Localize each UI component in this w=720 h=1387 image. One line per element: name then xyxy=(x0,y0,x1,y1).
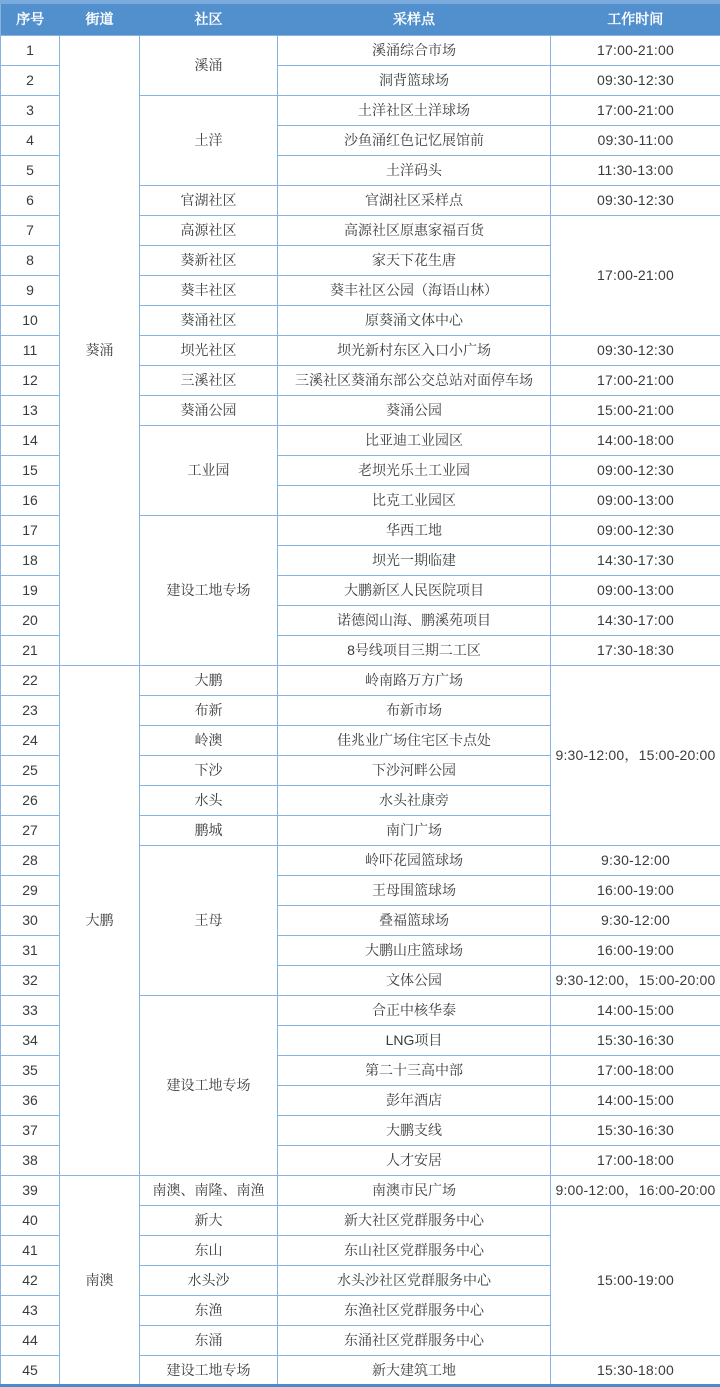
row-number-cell: 12 xyxy=(1,365,60,395)
site-cell: 新大建筑工地 xyxy=(278,1355,551,1385)
site-cell: 东渔社区党群服务中心 xyxy=(278,1295,551,1325)
community-cell: 水头沙 xyxy=(140,1265,278,1295)
row-number-cell: 21 xyxy=(1,635,60,665)
row-number-cell: 9 xyxy=(1,275,60,305)
site-cell: 南澳市民广场 xyxy=(278,1175,551,1205)
row-number-cell: 4 xyxy=(1,125,60,155)
row-number-cell: 35 xyxy=(1,1055,60,1085)
site-cell: 岭南路万方广场 xyxy=(278,665,551,695)
row-number-cell: 29 xyxy=(1,875,60,905)
row-number-cell: 31 xyxy=(1,935,60,965)
community-cell: 葵丰社区 xyxy=(140,275,278,305)
row-number-cell: 1 xyxy=(1,35,60,65)
column-header-sampling-point: 采样点 xyxy=(278,2,551,35)
site-cell: LNG项目 xyxy=(278,1025,551,1055)
site-cell: 比克工业园区 xyxy=(278,485,551,515)
site-cell: 官湖社区采样点 xyxy=(278,185,551,215)
site-cell: 华西工地 xyxy=(278,515,551,545)
site-cell: 王母围篮球场 xyxy=(278,875,551,905)
time-cell: 09:00-13:00 xyxy=(551,575,720,605)
site-cell: 布新市场 xyxy=(278,695,551,725)
time-cell: 16:00-19:00 xyxy=(551,935,720,965)
time-cell: 9:30-12:00，15:00-20:00 xyxy=(551,965,720,995)
row-number-cell: 19 xyxy=(1,575,60,605)
time-cell: 9:30-12:00，15:00-20:00 xyxy=(551,665,720,845)
table-header xyxy=(1,2,720,35)
row-number-cell: 16 xyxy=(1,485,60,515)
site-cell: 南门广场 xyxy=(278,815,551,845)
site-cell: 东山社区党群服务中心 xyxy=(278,1235,551,1265)
site-cell: 老坝光乐土工业园 xyxy=(278,455,551,485)
row-number-cell: 18 xyxy=(1,545,60,575)
row-number-cell: 37 xyxy=(1,1115,60,1145)
community-cell: 大鹏 xyxy=(140,665,278,695)
community-cell: 东渔 xyxy=(140,1295,278,1325)
column-header-working-hours: 工作时间 xyxy=(551,2,720,35)
row-number-cell: 11 xyxy=(1,335,60,365)
site-cell: 下沙河畔公园 xyxy=(278,755,551,785)
row-number-cell: 41 xyxy=(1,1235,60,1265)
row-number-cell: 2 xyxy=(1,65,60,95)
site-cell: 人才安居 xyxy=(278,1145,551,1175)
row-number-cell: 13 xyxy=(1,395,60,425)
column-header-street: 街道 xyxy=(60,2,140,35)
time-cell: 15:30-16:30 xyxy=(551,1025,720,1055)
row-number-cell: 10 xyxy=(1,305,60,335)
community-cell: 王母 xyxy=(140,845,278,995)
site-cell: 第二十三高中部 xyxy=(278,1055,551,1085)
community-cell: 建设工地专场 xyxy=(140,515,278,665)
table-body xyxy=(1,35,720,1385)
time-cell: 09:30-12:30 xyxy=(551,335,720,365)
time-cell: 9:30-12:00 xyxy=(551,845,720,875)
time-cell: 9:00-12:00，16:00-20:00 xyxy=(551,1175,720,1205)
site-cell: 岭吓花园篮球场 xyxy=(278,845,551,875)
row-number-cell: 44 xyxy=(1,1325,60,1355)
row-number-cell: 26 xyxy=(1,785,60,815)
row-number-cell: 32 xyxy=(1,965,60,995)
community-cell: 新大 xyxy=(140,1205,278,1235)
site-cell: 沙鱼涌红色记忆展馆前 xyxy=(278,125,551,155)
time-cell: 17:00-18:00 xyxy=(551,1055,720,1085)
site-cell: 合正中核华泰 xyxy=(278,995,551,1025)
row-number-cell: 27 xyxy=(1,815,60,845)
time-cell: 15:30-18:00 xyxy=(551,1355,720,1385)
time-cell: 16:00-19:00 xyxy=(551,875,720,905)
time-cell: 09:00-12:30 xyxy=(551,455,720,485)
row-number-cell: 23 xyxy=(1,695,60,725)
time-cell: 14:30-17:30 xyxy=(551,545,720,575)
time-cell: 17:00-21:00 xyxy=(551,215,720,335)
row-number-cell: 14 xyxy=(1,425,60,455)
site-cell: 诺德阅山海、鹏溪苑项目 xyxy=(278,605,551,635)
site-cell: 大鹏新区人民医院项目 xyxy=(278,575,551,605)
time-cell: 15:00-19:00 xyxy=(551,1205,720,1355)
site-cell: 佳兆业广场住宅区卡点处 xyxy=(278,725,551,755)
site-cell: 东涌社区党群服务中心 xyxy=(278,1325,551,1355)
time-cell: 11:30-13:00 xyxy=(551,155,720,185)
community-cell: 鹏城 xyxy=(140,815,278,845)
community-cell: 高源社区 xyxy=(140,215,278,245)
row-number-cell: 43 xyxy=(1,1295,60,1325)
site-cell: 土洋社区土洋球场 xyxy=(278,95,551,125)
time-cell: 09:00-12:30 xyxy=(551,515,720,545)
site-cell: 坝光新村东区入口小广场 xyxy=(278,335,551,365)
street-cell: 大鹏 xyxy=(60,665,140,1175)
row-number-cell: 39 xyxy=(1,1175,60,1205)
row-number-cell: 17 xyxy=(1,515,60,545)
row-number-cell: 36 xyxy=(1,1085,60,1115)
site-cell: 大鹏山庄篮球场 xyxy=(278,935,551,965)
row-number-cell: 7 xyxy=(1,215,60,245)
row-number-cell: 20 xyxy=(1,605,60,635)
row-number-cell: 38 xyxy=(1,1145,60,1175)
table-row xyxy=(1,35,720,65)
site-cell: 葵涌公园 xyxy=(278,395,551,425)
community-cell: 土洋 xyxy=(140,95,278,185)
site-cell: 水头社康旁 xyxy=(278,785,551,815)
time-cell: 09:00-13:00 xyxy=(551,485,720,515)
time-cell: 9:30-12:00 xyxy=(551,905,720,935)
community-cell: 三溪社区 xyxy=(140,365,278,395)
site-cell: 叠福篮球场 xyxy=(278,905,551,935)
site-cell: 原葵涌文体中心 xyxy=(278,305,551,335)
time-cell: 17:00-21:00 xyxy=(551,95,720,125)
site-cell: 溪涌综合市场 xyxy=(278,35,551,65)
site-cell: 水头沙社区党群服务中心 xyxy=(278,1265,551,1295)
time-cell: 14:00-15:00 xyxy=(551,995,720,1025)
row-number-cell: 24 xyxy=(1,725,60,755)
time-cell: 14:00-18:00 xyxy=(551,425,720,455)
community-cell: 建设工地专场 xyxy=(140,1355,278,1385)
time-cell: 14:00-15:00 xyxy=(551,1085,720,1115)
time-cell: 14:30-17:00 xyxy=(551,605,720,635)
site-cell: 高源社区原惠家福百货 xyxy=(278,215,551,245)
community-cell: 水头 xyxy=(140,785,278,815)
time-cell: 15:30-16:30 xyxy=(551,1115,720,1145)
community-cell: 葵涌社区 xyxy=(140,305,278,335)
row-number-cell: 34 xyxy=(1,1025,60,1055)
community-cell: 东涌 xyxy=(140,1325,278,1355)
site-cell: 彭年酒店 xyxy=(278,1085,551,1115)
community-cell: 坝光社区 xyxy=(140,335,278,365)
time-cell: 17:00-21:00 xyxy=(551,35,720,65)
row-number-cell: 25 xyxy=(1,755,60,785)
site-cell: 家天下花生唐 xyxy=(278,245,551,275)
community-cell: 岭澳 xyxy=(140,725,278,755)
table-row xyxy=(1,1175,720,1205)
community-cell: 葵涌公园 xyxy=(140,395,278,425)
row-number-cell: 15 xyxy=(1,455,60,485)
time-cell: 17:30-18:30 xyxy=(551,635,720,665)
community-cell: 南澳、南隆、南渔 xyxy=(140,1175,278,1205)
community-cell: 建设工地专场 xyxy=(140,995,278,1175)
row-number-cell: 40 xyxy=(1,1205,60,1235)
street-cell: 南澳 xyxy=(60,1175,140,1385)
site-cell: 文体公园 xyxy=(278,965,551,995)
site-cell: 三溪社区葵涌东部公交总站对面停车场 xyxy=(278,365,551,395)
community-cell: 溪涌 xyxy=(140,35,278,95)
header-row xyxy=(1,2,720,35)
street-cell: 葵涌 xyxy=(60,35,140,665)
community-cell: 下沙 xyxy=(140,755,278,785)
row-number-cell: 6 xyxy=(1,185,60,215)
row-number-cell: 30 xyxy=(1,905,60,935)
community-cell: 布新 xyxy=(140,695,278,725)
community-cell: 工业园 xyxy=(140,425,278,515)
site-cell: 洞背篮球场 xyxy=(278,65,551,95)
site-cell: 8号线项目三期二工区 xyxy=(278,635,551,665)
community-cell: 葵新社区 xyxy=(140,245,278,275)
row-number-cell: 42 xyxy=(1,1265,60,1295)
site-cell: 新大社区党群服务中心 xyxy=(278,1205,551,1235)
row-number-cell: 8 xyxy=(1,245,60,275)
time-cell: 17:00-18:00 xyxy=(551,1145,720,1175)
table-row xyxy=(1,665,720,695)
row-number-cell: 45 xyxy=(1,1355,60,1385)
column-header-community: 社区 xyxy=(140,2,278,35)
community-cell: 官湖社区 xyxy=(140,185,278,215)
time-cell: 09:30-11:00 xyxy=(551,125,720,155)
site-cell: 葵丰社区公园（海语山林） xyxy=(278,275,551,305)
site-cell: 比亚迪工业园区 xyxy=(278,425,551,455)
site-cell: 土洋码头 xyxy=(278,155,551,185)
time-cell: 09:30-12:30 xyxy=(551,185,720,215)
row-number-cell: 22 xyxy=(1,665,60,695)
row-number-cell: 28 xyxy=(1,845,60,875)
time-cell: 15:00-21:00 xyxy=(551,395,720,425)
row-number-cell: 5 xyxy=(1,155,60,185)
time-cell: 09:30-12:30 xyxy=(551,65,720,95)
column-header-index: 序号 xyxy=(1,2,60,35)
row-number-cell: 33 xyxy=(1,995,60,1025)
time-cell: 17:00-21:00 xyxy=(551,365,720,395)
site-cell: 坝光一期临建 xyxy=(278,545,551,575)
community-cell: 东山 xyxy=(140,1235,278,1265)
row-number-cell: 3 xyxy=(1,95,60,125)
site-cell: 大鹏支线 xyxy=(278,1115,551,1145)
